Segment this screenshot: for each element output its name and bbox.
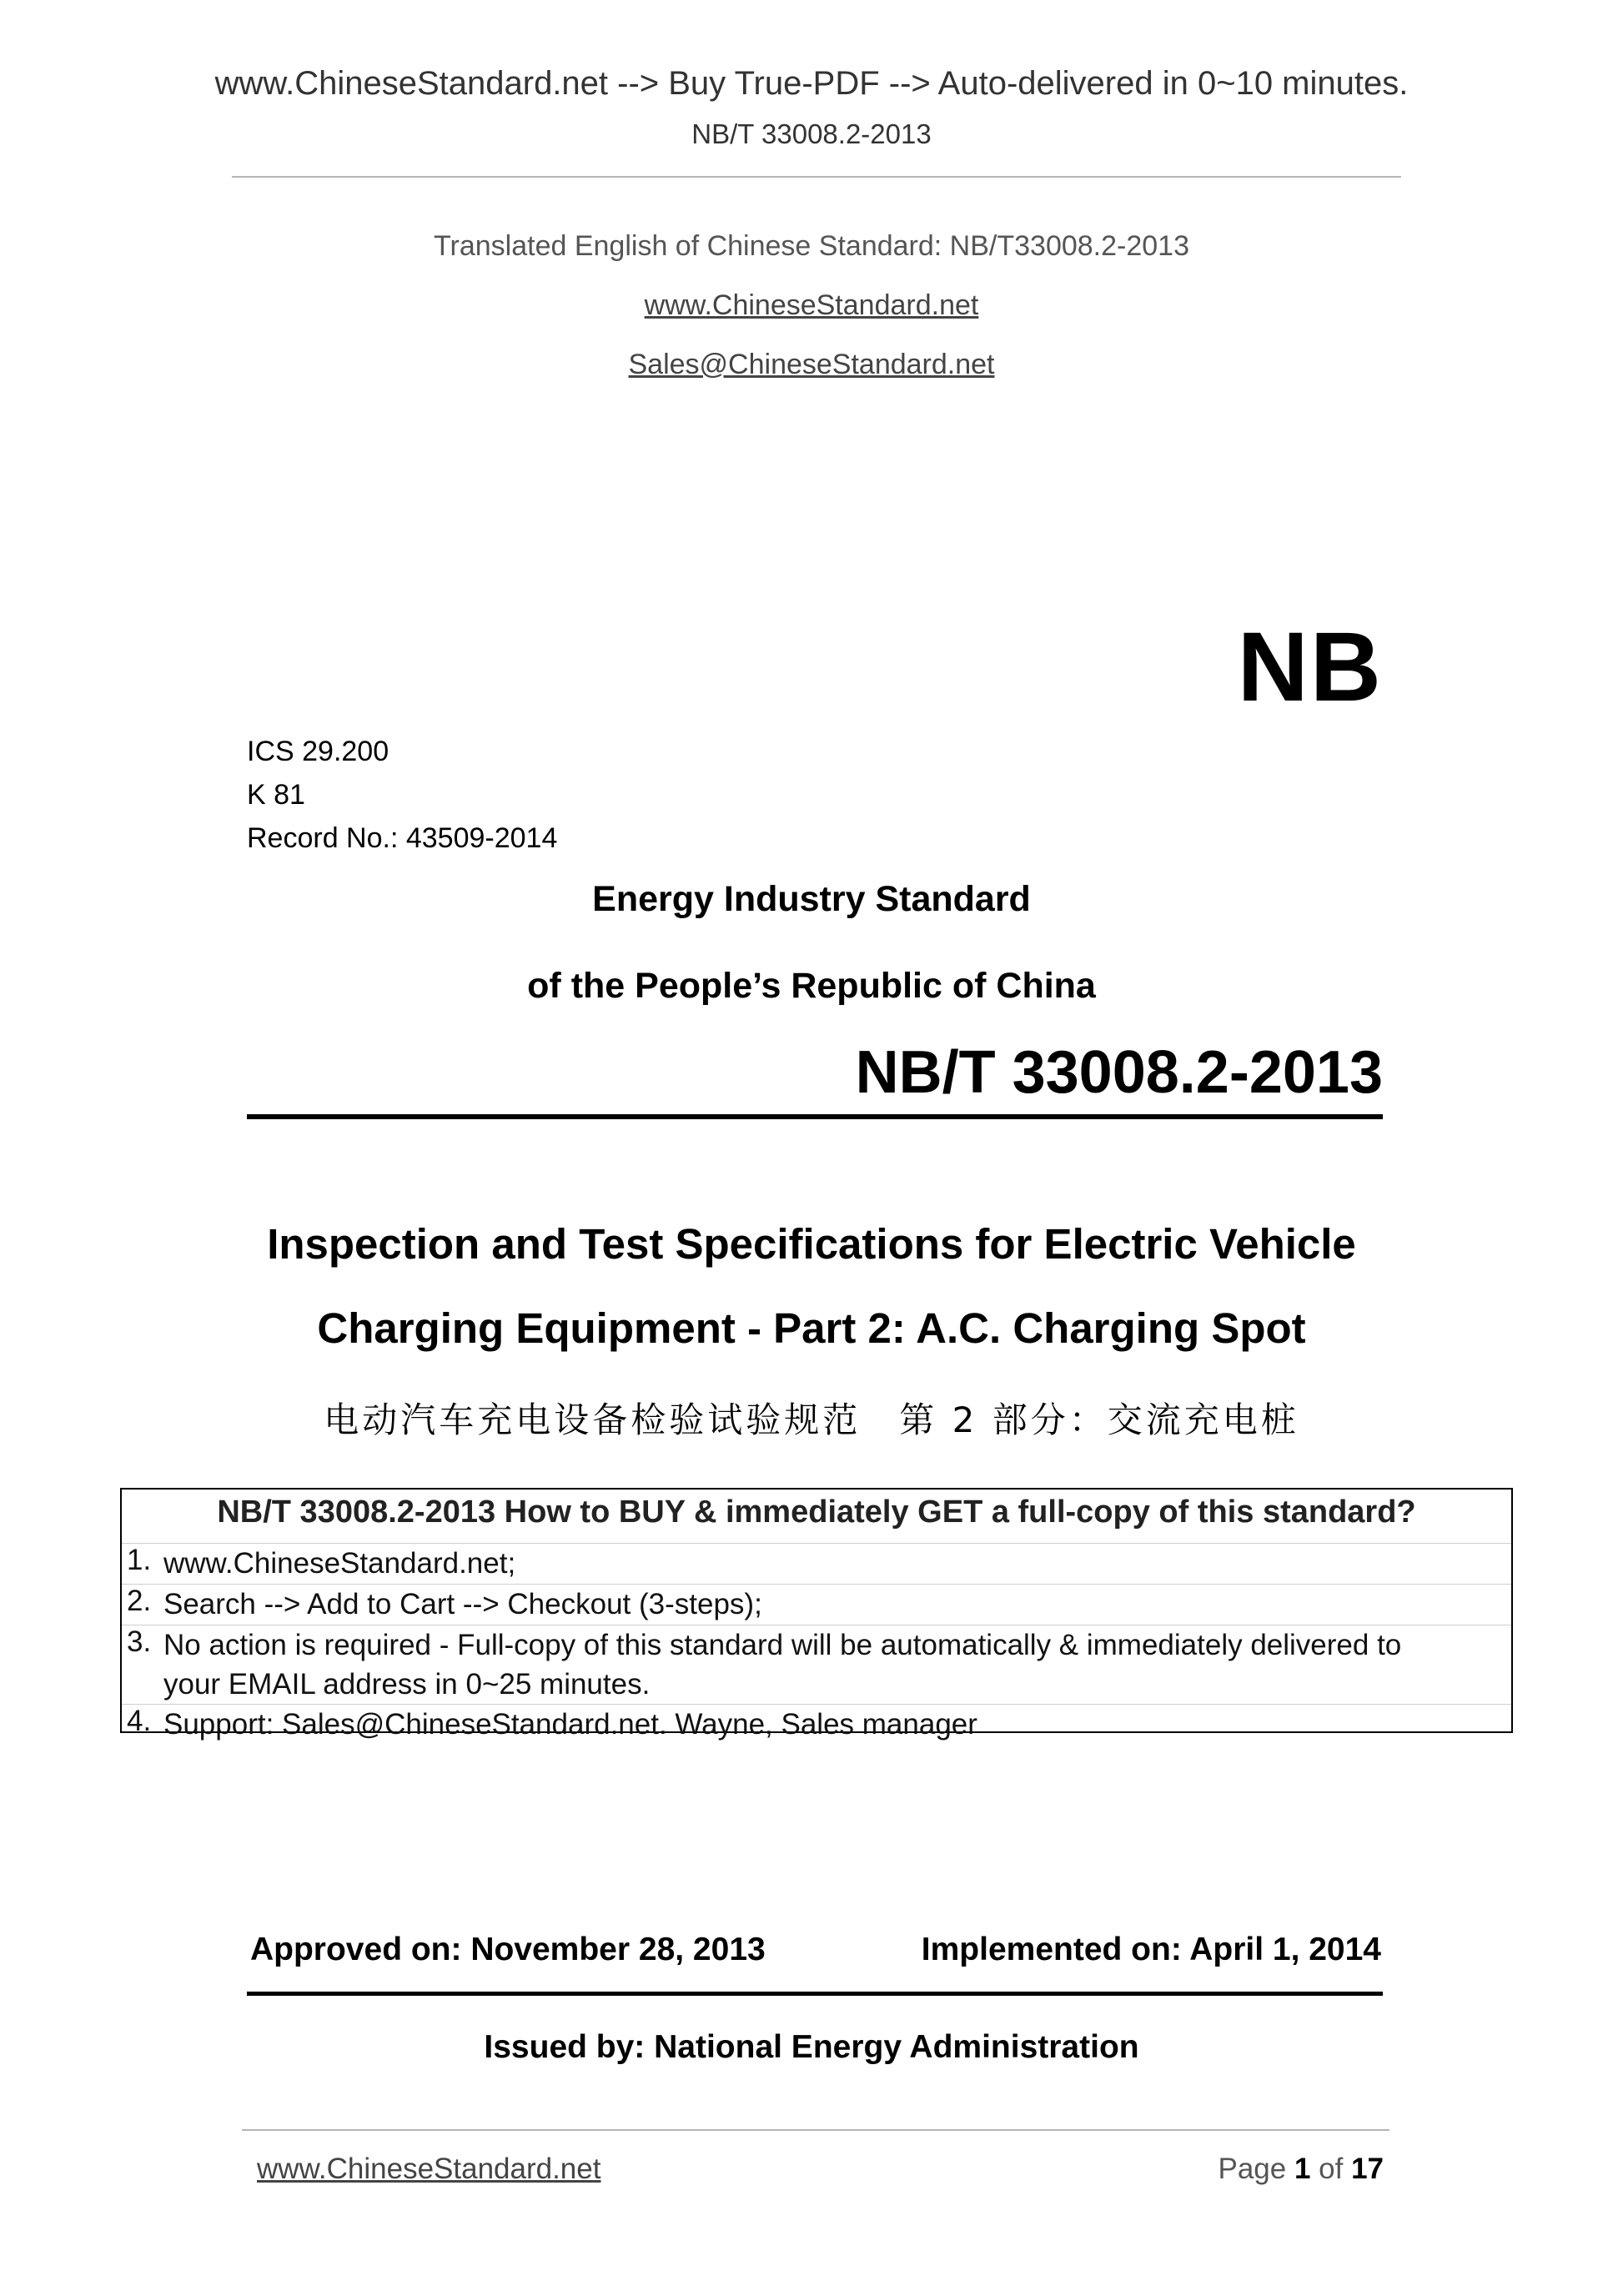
nb-logo: NB bbox=[1237, 612, 1383, 722]
footer-divider bbox=[242, 2129, 1389, 2131]
dates-divider bbox=[247, 1992, 1383, 1996]
email-link-row bbox=[0, 349, 1623, 381]
record-number: Record No.: 43509-2014 bbox=[247, 822, 558, 854]
step-text: Search --> Add to Cart --> Checkout (3-steps); bbox=[163, 1588, 762, 1620]
approved-date: Approved on: November 28, 2013 bbox=[250, 1932, 766, 1967]
footer-website-link[interactable]: www.ChineseStandard.net bbox=[257, 2153, 601, 2185]
step-number: 3. bbox=[127, 1625, 152, 1658]
buy-instructions-box bbox=[120, 1488, 1513, 1741]
step-number: 2. bbox=[127, 1585, 152, 1617]
list-item bbox=[122, 1584, 1511, 1625]
list-item bbox=[122, 1625, 1511, 1704]
header-divider bbox=[232, 176, 1401, 178]
header-standard-code: NB/T 33008.2-2013 bbox=[691, 118, 932, 149]
page-prefix: Page bbox=[1218, 2153, 1294, 2185]
page-current: 1 bbox=[1294, 2153, 1311, 2185]
step-number: 4. bbox=[127, 1705, 152, 1737]
footer-website-row bbox=[257, 2153, 600, 2186]
step-text: Support: Sales@ChineseStandard.net. Wayne, Sales manager bbox=[163, 1708, 977, 1741]
standard-type-line2: of the People’s Republic of China bbox=[527, 966, 1096, 1006]
implemented-date: Implemented on: April 1, 2014 bbox=[921, 1932, 1381, 1967]
list-item bbox=[122, 1543, 1511, 1584]
buy-box-title: NB/T 33008.2-2013 How to BUY & immediately GET a full-copy of this standard? bbox=[217, 1495, 1416, 1530]
category-code: K 81 bbox=[247, 779, 305, 811]
page-total: 17 bbox=[1351, 2153, 1384, 2185]
issued-by: Issued by: National Energy Administration bbox=[484, 2029, 1139, 2065]
step-number: 1. bbox=[127, 1544, 152, 1576]
step-text: No action is required - Full-copy of this standard will be automatically & immediately delivered to bbox=[163, 1629, 1402, 1661]
page-indicator bbox=[1218, 2153, 1384, 2186]
document-title-chinese: 电动汽车充电设备检验试验规范 第 2 部分：交流充电桩 bbox=[324, 1399, 1299, 1440]
document-title-line2: Charging Equipment - Part 2: A.C. Charging Spot bbox=[317, 1304, 1306, 1352]
step-text-continued: your EMAIL address in 0~25 minutes. bbox=[163, 1668, 651, 1701]
email-link[interactable]: Sales@ChineseStandard.net bbox=[628, 349, 995, 380]
step-text[interactable]: www.ChineseStandard.net; bbox=[163, 1547, 516, 1580]
code-divider bbox=[247, 1114, 1383, 1119]
website-link[interactable]: www.ChineseStandard.net bbox=[644, 289, 979, 321]
translated-notice: Translated English of Chinese Standard: NB/T33008.2-2013 bbox=[434, 230, 1189, 262]
document-title-line1: Inspection and Test Specifications for Electric Vehicle bbox=[267, 1220, 1356, 1268]
standard-code: NB/T 33008.2-2013 bbox=[855, 1039, 1383, 1106]
website-link-row bbox=[0, 289, 1623, 322]
ics-code: ICS 29.200 bbox=[247, 736, 389, 767]
page-mid: of bbox=[1310, 2153, 1352, 2185]
buy-steps-list bbox=[122, 1543, 1511, 1745]
list-item bbox=[122, 1704, 1511, 1745]
standard-type-line1: Energy Industry Standard bbox=[592, 879, 1031, 919]
header-banner: www.ChineseStandard.net --> Buy True-PDF --> Auto-delivered in 0~10 minutes. bbox=[214, 65, 1409, 102]
